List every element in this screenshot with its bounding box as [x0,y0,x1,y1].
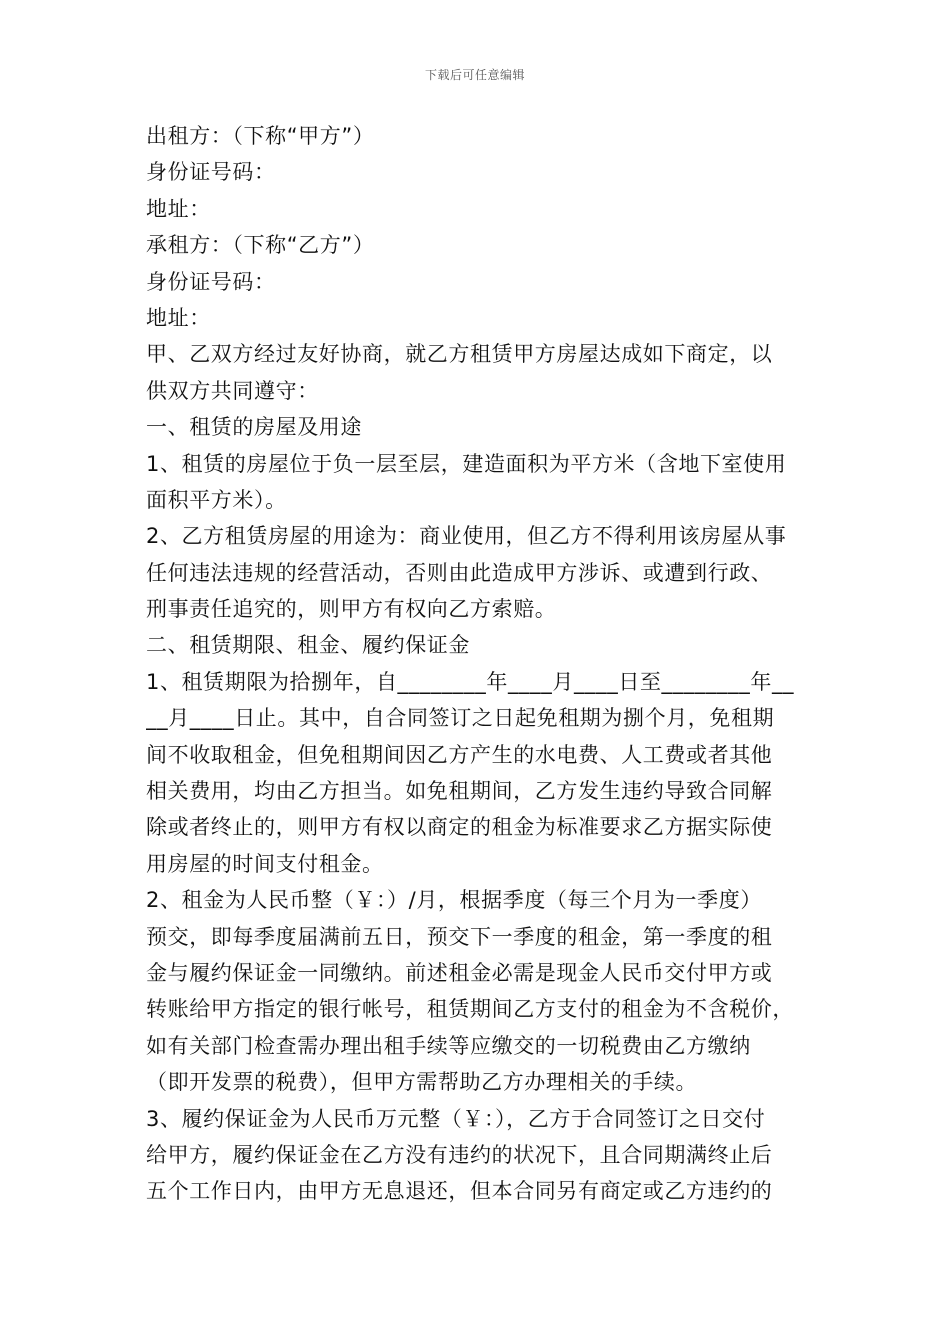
text-line: 预交，即每季度届满前五日，预交下一季度的租金，第一季度的租 [146,924,773,949]
text-line: __月____日止。其中，自合同签订之日起免租期为捌个月，免租期 [146,706,775,731]
text-line: （即开发票的税费），但甲方需帮助乙方办理相关的手续。 [146,1070,698,1095]
section-heading: 一、租赁的房屋及用途 [146,415,362,440]
text-line: 出租方：（下称“甲方”） [146,124,375,148]
text-line: 地址： [146,305,211,330]
section-heading: 二、租赁期限、租金、履约保证金 [146,633,470,658]
text-line: 1、租赁的房屋位于负一层至层，建造面积为平方米（含地下室使用 [146,451,787,476]
text-line: 1、租赁期限为拾捌年，自________年____月____日至________年__ [146,669,795,694]
text-line: 2、乙方租赁房屋的用途为：商业使用，但乙方不得利用该房屋从事 [146,524,787,549]
text-line: 任何违法违规的经营活动，否则由此造成甲方涉诉、或遭到行政、 [146,560,773,585]
text-line: 用房屋的时间支付租金。 [146,851,384,876]
text-line: 相关费用，均由乙方担当。如免租期间，乙方发生违约导致合同解 [146,779,773,804]
text-line: 如有关部门检查需办理出租手续等应缴交的一切税费由乙方缴纳 [146,1033,751,1058]
text-line: 甲、乙双方经过友好协商，就乙方租赁甲方房屋达成如下商定，以 [146,342,773,367]
text-line: 金与履约保证金一同缴纳。前述租金必需是现金人民币交付甲方或 [146,960,773,985]
text-line: 2、租金为人民币整（￥：）/月，根据季度（每三个月为一季度） [146,888,762,913]
contract-body [146,118,816,1210]
text-line: 身份证号码： [146,269,276,294]
text-line: 承租方：（下称“乙方”） [146,233,375,258]
text-line: 地址： [146,196,211,221]
text-line: 供双方共同遵守： [146,378,319,403]
text-line: 面积平方米）。 [146,487,287,512]
text-line: 间不收取租金，但免租期间因乙方产生的水电费、人工费或者其他 [146,742,773,767]
text-line: 五个工作日内，由甲方无息退还，但本合同另有商定或乙方违约的 [146,1179,773,1204]
text-line: 给甲方，履约保证金在乙方没有违约的状况下，且合同期满终止后 [146,1142,773,1167]
text-line: 转账给甲方指定的银行帐号，租赁期间乙方支付的租金为不含税价， [146,997,794,1022]
header-note: 下载后可任意编辑 [424,68,525,82]
text-line: 刑事责任追究的，则甲方有权向乙方索赔。 [146,597,557,622]
text-line: 3、履约保证金为人民币万元整（￥：），乙方于合同签订之日交付 [146,1106,766,1131]
text-line: 除或者终止的，则甲方有权以商定的租金为标准要求乙方据实际使 [146,815,773,840]
text-line: 身份证号码： [146,160,276,185]
